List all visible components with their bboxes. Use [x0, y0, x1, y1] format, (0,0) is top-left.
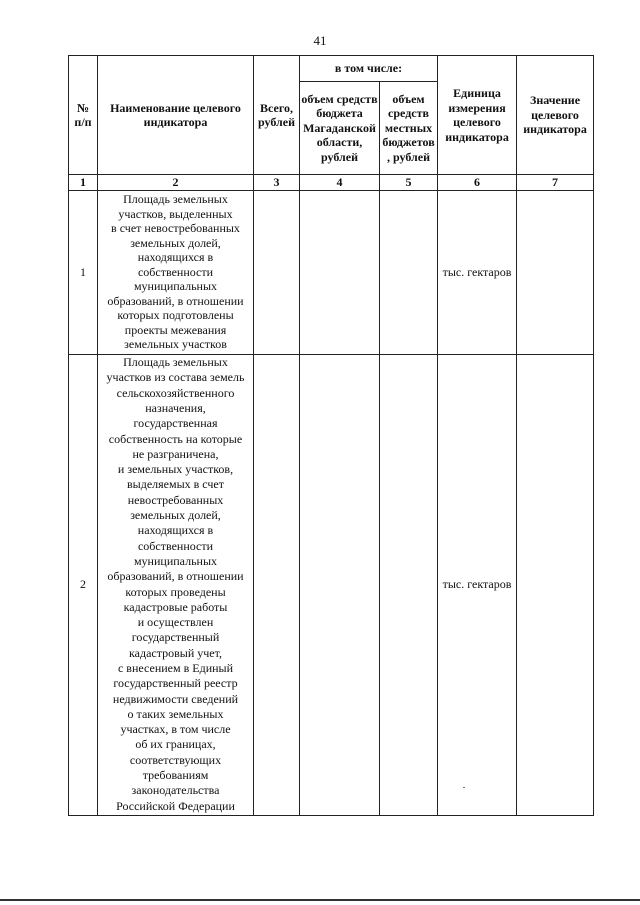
column-number: 7 — [517, 175, 594, 191]
indicator-name: Площадь земельных участков, выделенных в счет невостребованных земельных долей, находящихся в собственности муниципальных образований, в отношении которых подготовлены проекты межевания земельных участков — [98, 190, 254, 354]
page-number: 41 — [313, 33, 327, 48]
value-cell — [517, 354, 594, 815]
header-name: Наименование целевого индикатора — [98, 56, 254, 175]
indicator-name: Площадь земельных участков из состава земель сельскохозяйственного назначения, государственная собственность на которые не разграничена, и земельных участков, выделяемых в счет невостребованных земельных долей, находящихся в собственности муниципальных образований, в отношении которых проведены кадастровые работы и осуществлен государственный кадастровый учет, с внесением в Единый государственный реестр недвижимости сведений о таких земельных участках, в том числе об их границах, соответствующих требованиям законодательства Российской Федерации — [98, 354, 254, 815]
column-number: 4 — [300, 175, 380, 191]
header-regional-budget: объем средств бюджета Магаданской области, рублей — [300, 82, 380, 175]
unit-cell: тыс. гектаров — [438, 190, 517, 354]
row-num: 2 — [69, 354, 98, 815]
column-number: 5 — [380, 175, 438, 191]
total-cell — [254, 190, 300, 354]
regional-budget-cell — [300, 190, 380, 354]
header-including: в том числе: — [300, 56, 438, 82]
indicator-table — [68, 55, 594, 816]
table-row — [69, 354, 594, 815]
scan-speck — [463, 787, 465, 788]
regional-budget-cell — [300, 354, 380, 815]
column-number: 1 — [69, 175, 98, 191]
total-cell — [254, 354, 300, 815]
value-cell — [517, 190, 594, 354]
column-number: 6 — [438, 175, 517, 191]
header-unit: Единица измерения целевого индикатора — [438, 56, 517, 175]
column-number: 3 — [254, 175, 300, 191]
local-budget-cell — [380, 354, 438, 815]
header-num: № п/п — [69, 56, 98, 175]
local-budget-cell — [380, 190, 438, 354]
table-row — [69, 190, 594, 354]
header-value: Значение целевого индикатора — [517, 56, 594, 175]
header-total: Всего, рублей — [254, 56, 300, 175]
column-number: 2 — [98, 175, 254, 191]
header-local-budget: объем средств местных бюджетов , рублей — [380, 82, 438, 175]
row-num: 1 — [69, 190, 98, 354]
bottom-rule — [0, 899, 640, 901]
unit-cell: тыс. гектаров — [438, 354, 517, 815]
